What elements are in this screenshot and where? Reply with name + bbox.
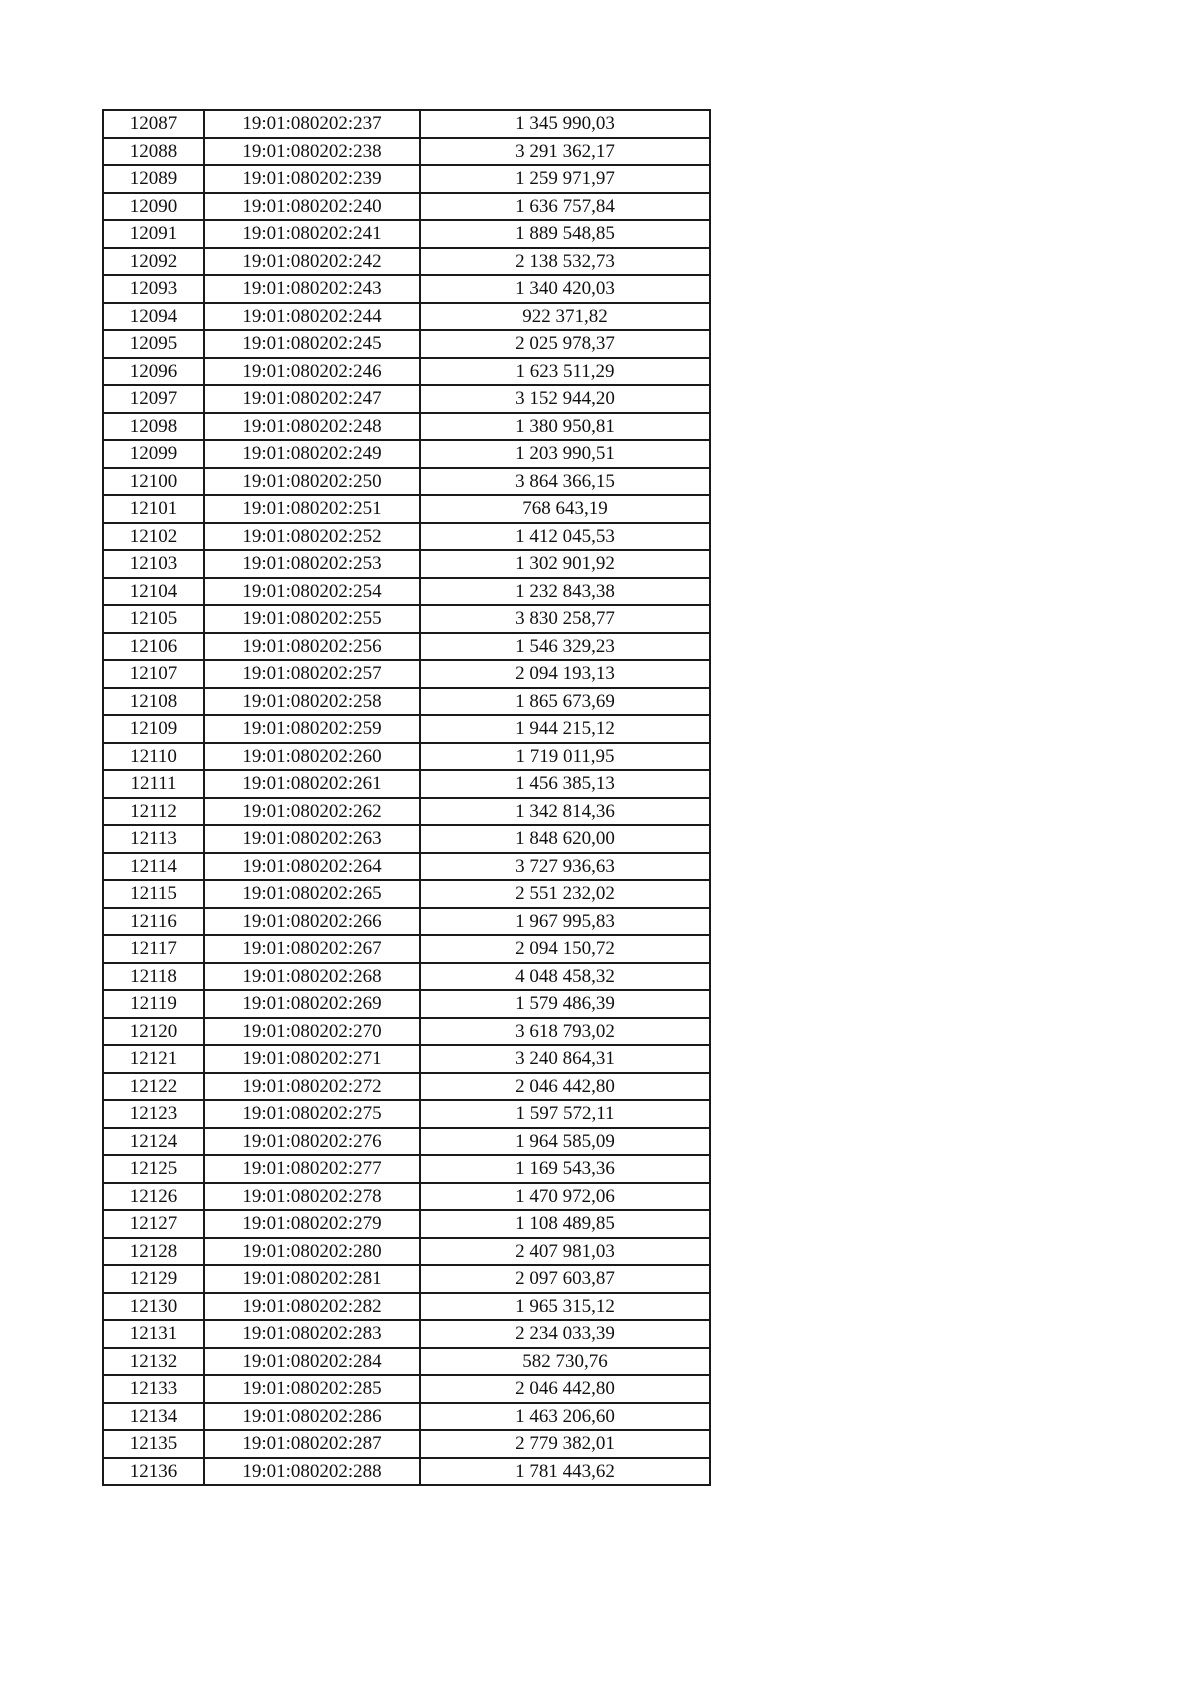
cadastral-value-cell: 2 551 232,02 [420,880,710,908]
cadastral-number-cell: 19:01:080202:240 [204,193,420,221]
row-number-cell: 12111 [103,770,204,798]
row-number-cell: 12102 [103,523,204,551]
cadastral-value-cell: 1 342 814,36 [420,798,710,826]
row-number-cell: 12124 [103,1128,204,1156]
cadastral-number-cell: 19:01:080202:276 [204,1128,420,1156]
table-row [103,248,710,276]
cadastral-value-cell: 1 579 486,39 [420,990,710,1018]
row-number-cell: 12087 [103,110,204,138]
row-number-cell: 12128 [103,1238,204,1266]
row-number-cell: 12093 [103,275,204,303]
table-row [103,880,710,908]
table-row [103,303,710,331]
cadastral-number-cell: 19:01:080202:254 [204,578,420,606]
cadastral-value-cell: 1 781 443,62 [420,1458,710,1486]
table-row [103,963,710,991]
cadastral-value-cell: 2 138 532,73 [420,248,710,276]
cadastral-value-cell: 2 097 603,87 [420,1265,710,1293]
cadastral-value-cell: 1 889 548,85 [420,220,710,248]
table-row [103,688,710,716]
cadastral-number-cell: 19:01:080202:267 [204,935,420,963]
cadastral-number-cell: 19:01:080202:275 [204,1100,420,1128]
cadastral-number-cell: 19:01:080202:265 [204,880,420,908]
row-number-cell: 12115 [103,880,204,908]
cadastral-number-cell: 19:01:080202:270 [204,1018,420,1046]
row-number-cell: 12107 [103,660,204,688]
table-row [103,1018,710,1046]
row-number-cell: 12131 [103,1320,204,1348]
table-row [103,1045,710,1073]
row-number-cell: 12127 [103,1210,204,1238]
row-number-cell: 12120 [103,1018,204,1046]
table-row [103,1375,710,1403]
cadastral-number-cell: 19:01:080202:241 [204,220,420,248]
row-number-cell: 12104 [103,578,204,606]
table-row [103,413,710,441]
cadastral-value-cell: 3 618 793,02 [420,1018,710,1046]
table-row [103,908,710,936]
row-number-cell: 12095 [103,330,204,358]
table-row [103,1100,710,1128]
cadastral-number-cell: 19:01:080202:252 [204,523,420,551]
row-number-cell: 12098 [103,413,204,441]
table-row [103,138,710,166]
table-row [103,165,710,193]
row-number-cell: 12092 [103,248,204,276]
cadastral-number-cell: 19:01:080202:283 [204,1320,420,1348]
cadastral-number-cell: 19:01:080202:255 [204,605,420,633]
cadastral-number-cell: 19:01:080202:286 [204,1403,420,1431]
table-row [103,1458,710,1486]
row-number-cell: 12099 [103,440,204,468]
row-number-cell: 12101 [103,495,204,523]
cadastral-number-cell: 19:01:080202:258 [204,688,420,716]
cadastral-value-cell: 2 094 193,13 [420,660,710,688]
cadastral-number-cell: 19:01:080202:287 [204,1430,420,1458]
table-row [103,1128,710,1156]
cadastral-number-cell: 19:01:080202:253 [204,550,420,578]
row-number-cell: 12117 [103,935,204,963]
table-row [103,495,710,523]
row-number-cell: 12116 [103,908,204,936]
cadastral-number-cell: 19:01:080202:257 [204,660,420,688]
table-row [103,1183,710,1211]
cadastral-value-cell: 2 779 382,01 [420,1430,710,1458]
cadastral-value-cell: 1 456 385,13 [420,770,710,798]
table-row [103,1155,710,1183]
cadastral-number-cell: 19:01:080202:246 [204,358,420,386]
row-number-cell: 12089 [103,165,204,193]
cadastral-value-cell: 1 203 990,51 [420,440,710,468]
table-row [103,1073,710,1101]
cadastral-value-cell: 2 046 442,80 [420,1073,710,1101]
table-row [103,633,710,661]
cadastral-number-cell: 19:01:080202:281 [204,1265,420,1293]
cadastral-number-cell: 19:01:080202:264 [204,853,420,881]
table-row [103,660,710,688]
table-row [103,1210,710,1238]
row-number-cell: 12106 [103,633,204,661]
cadastral-value-cell: 1 965 315,12 [420,1293,710,1321]
cadastral-number-cell: 19:01:080202:239 [204,165,420,193]
table-row [103,1265,710,1293]
cadastral-value-table [102,109,711,1486]
cadastral-number-cell: 19:01:080202:285 [204,1375,420,1403]
row-number-cell: 12130 [103,1293,204,1321]
cadastral-number-cell: 19:01:080202:269 [204,990,420,1018]
cadastral-number-cell: 19:01:080202:245 [204,330,420,358]
row-number-cell: 12091 [103,220,204,248]
cadastral-value-cell: 2 046 442,80 [420,1375,710,1403]
row-number-cell: 12123 [103,1100,204,1128]
table-row [103,935,710,963]
cadastral-value-cell: 1 636 757,84 [420,193,710,221]
table-row [103,550,710,578]
table-row [103,990,710,1018]
table-row [103,110,710,138]
cadastral-value-cell: 582 730,76 [420,1348,710,1376]
row-number-cell: 12114 [103,853,204,881]
cadastral-number-cell: 19:01:080202:256 [204,633,420,661]
cadastral-number-cell: 19:01:080202:271 [204,1045,420,1073]
cadastral-value-cell: 1 964 585,09 [420,1128,710,1156]
table-row [103,275,710,303]
cadastral-value-cell: 3 291 362,17 [420,138,710,166]
cadastral-value-cell: 1 623 511,29 [420,358,710,386]
cadastral-value-cell: 1 302 901,92 [420,550,710,578]
cadastral-value-cell: 1 719 011,95 [420,743,710,771]
cadastral-number-cell: 19:01:080202:244 [204,303,420,331]
row-number-cell: 12109 [103,715,204,743]
cadastral-value-cell: 1 546 329,23 [420,633,710,661]
cadastral-value-cell: 1 169 543,36 [420,1155,710,1183]
row-number-cell: 12136 [103,1458,204,1486]
cadastral-value-cell: 1 259 971,97 [420,165,710,193]
table-row [103,523,710,551]
row-number-cell: 12100 [103,468,204,496]
cadastral-value-cell: 1 340 420,03 [420,275,710,303]
cadastral-value-cell: 1 865 673,69 [420,688,710,716]
table-row [103,578,710,606]
table-row [103,743,710,771]
cadastral-value-cell: 1 412 045,53 [420,523,710,551]
table-row [103,385,710,413]
table-row [103,193,710,221]
table-row [103,853,710,881]
table-row [103,1238,710,1266]
cadastral-number-cell: 19:01:080202:277 [204,1155,420,1183]
cadastral-value-cell: 1 380 950,81 [420,413,710,441]
cadastral-value-cell: 922 371,82 [420,303,710,331]
table-row [103,440,710,468]
table-row [103,330,710,358]
table-body [103,110,710,1485]
cadastral-number-cell: 19:01:080202:278 [204,1183,420,1211]
cadastral-number-cell: 19:01:080202:260 [204,743,420,771]
table-row [103,220,710,248]
cadastral-value-cell: 1 470 972,06 [420,1183,710,1211]
cadastral-number-cell: 19:01:080202:279 [204,1210,420,1238]
cadastral-value-cell: 3 240 864,31 [420,1045,710,1073]
cadastral-value-cell: 1 463 206,60 [420,1403,710,1431]
cadastral-value-cell: 3 152 944,20 [420,385,710,413]
row-number-cell: 12134 [103,1403,204,1431]
row-number-cell: 12103 [103,550,204,578]
row-number-cell: 12112 [103,798,204,826]
cadastral-value-cell: 1 848 620,00 [420,825,710,853]
cadastral-value-cell: 1 597 572,11 [420,1100,710,1128]
cadastral-number-cell: 19:01:080202:250 [204,468,420,496]
cadastral-number-cell: 19:01:080202:262 [204,798,420,826]
cadastral-value-cell: 1 345 990,03 [420,110,710,138]
cadastral-number-cell: 19:01:080202:280 [204,1238,420,1266]
cadastral-number-cell: 19:01:080202:272 [204,1073,420,1101]
row-number-cell: 12129 [103,1265,204,1293]
row-number-cell: 12132 [103,1348,204,1376]
table-row [103,358,710,386]
row-number-cell: 12097 [103,385,204,413]
cadastral-value-cell: 4 048 458,32 [420,963,710,991]
table-row [103,1403,710,1431]
row-number-cell: 12121 [103,1045,204,1073]
table-row [103,1320,710,1348]
table-row [103,798,710,826]
cadastral-value-cell: 1 944 215,12 [420,715,710,743]
cadastral-value-cell: 3 864 366,15 [420,468,710,496]
cadastral-number-cell: 19:01:080202:243 [204,275,420,303]
cadastral-number-cell: 19:01:080202:282 [204,1293,420,1321]
cadastral-value-cell: 1 967 995,83 [420,908,710,936]
table-row [103,1430,710,1458]
cadastral-value-cell: 2 094 150,72 [420,935,710,963]
cadastral-value-cell: 1 232 843,38 [420,578,710,606]
row-number-cell: 12108 [103,688,204,716]
cadastral-value-cell: 3 830 258,77 [420,605,710,633]
row-number-cell: 12119 [103,990,204,1018]
cadastral-number-cell: 19:01:080202:251 [204,495,420,523]
table-row [103,468,710,496]
cadastral-number-cell: 19:01:080202:237 [204,110,420,138]
row-number-cell: 12118 [103,963,204,991]
cadastral-number-cell: 19:01:080202:266 [204,908,420,936]
cadastral-number-cell: 19:01:080202:284 [204,1348,420,1376]
row-number-cell: 12113 [103,825,204,853]
row-number-cell: 12088 [103,138,204,166]
table-row [103,825,710,853]
cadastral-number-cell: 19:01:080202:263 [204,825,420,853]
cadastral-number-cell: 19:01:080202:268 [204,963,420,991]
row-number-cell: 12135 [103,1430,204,1458]
table-row [103,770,710,798]
cadastral-value-cell: 1 108 489,85 [420,1210,710,1238]
cadastral-number-cell: 19:01:080202:242 [204,248,420,276]
row-number-cell: 12096 [103,358,204,386]
row-number-cell: 12126 [103,1183,204,1211]
row-number-cell: 12110 [103,743,204,771]
cadastral-number-cell: 19:01:080202:288 [204,1458,420,1486]
cadastral-value-cell: 3 727 936,63 [420,853,710,881]
cadastral-number-cell: 19:01:080202:238 [204,138,420,166]
row-number-cell: 12133 [103,1375,204,1403]
cadastral-number-cell: 19:01:080202:259 [204,715,420,743]
cadastral-value-cell: 2 407 981,03 [420,1238,710,1266]
cadastral-value-cell: 2 025 978,37 [420,330,710,358]
row-number-cell: 12094 [103,303,204,331]
cadastral-number-cell: 19:01:080202:247 [204,385,420,413]
row-number-cell: 12090 [103,193,204,221]
cadastral-number-cell: 19:01:080202:248 [204,413,420,441]
table-row [103,1348,710,1376]
table-row [103,1293,710,1321]
table-row [103,715,710,743]
cadastral-value-cell: 2 234 033,39 [420,1320,710,1348]
row-number-cell: 12122 [103,1073,204,1101]
cadastral-number-cell: 19:01:080202:249 [204,440,420,468]
row-number-cell: 12105 [103,605,204,633]
cadastral-number-cell: 19:01:080202:261 [204,770,420,798]
cadastral-value-cell: 768 643,19 [420,495,710,523]
row-number-cell: 12125 [103,1155,204,1183]
table-row [103,605,710,633]
